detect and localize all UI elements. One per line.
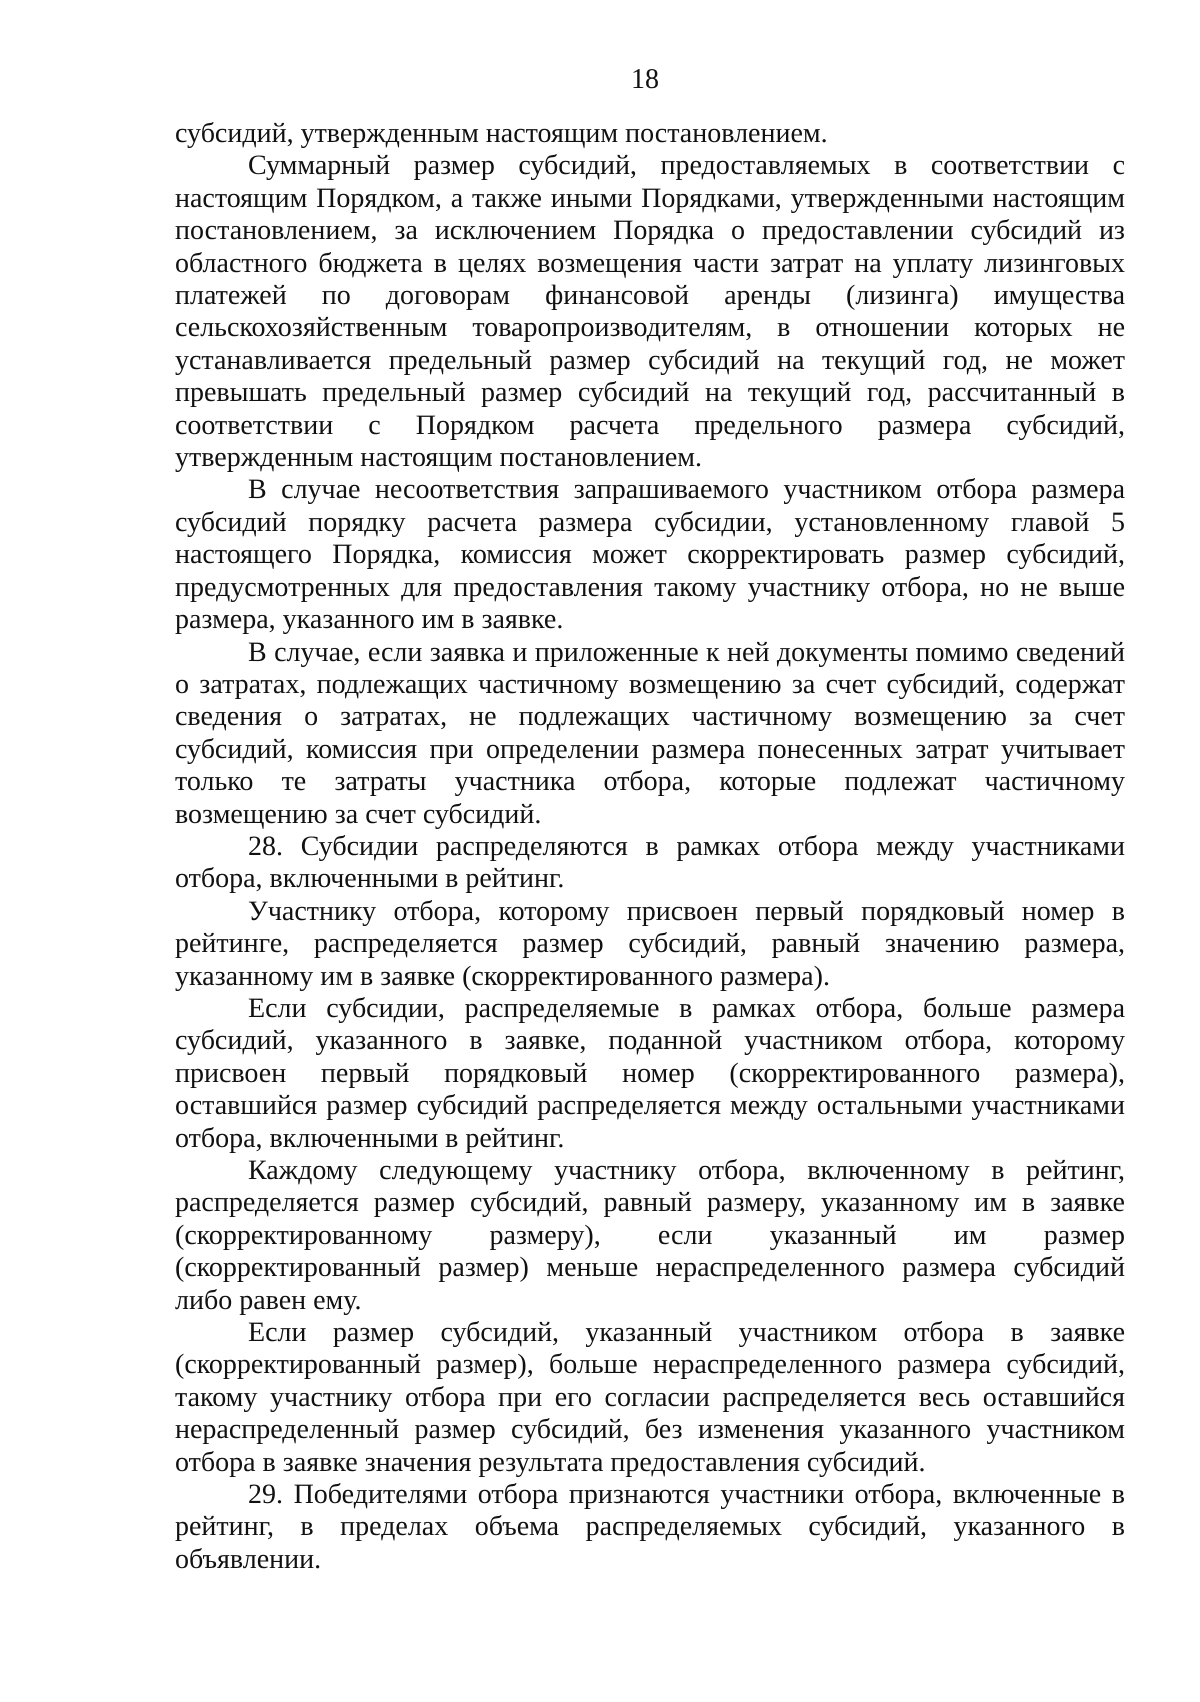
paragraph: В случае, если заявка и приложенные к ней документы помимо сведений о затратах, подлежащих частичному возмещению за счет субсидий, содержат сведения о затратах, не подлежащих частичному возмещению за счет субсидий, комиссия при определении размера понесенных затрат учитывает только те затраты участника отбора, которые подлежат частичному возмещению за счет субсидий. [175,636,1125,830]
paragraph: Каждому следующему участнику отбора, включенному в рейтинг, распределяется размер субсидий, равный размеру, указанному им в заявке (скорректированному размеру), если указанный им размер (скорректированный размер) меньше нераспределенного размера субсидий либо равен ему. [175,1155,1125,1316]
paragraph: В случае несоответствия запрашиваемого участником отбора размера субсидий порядку расчета размера субсидии, установленному главой 5 настоящего Порядка, комиссия может скорректировать размер субсидий, предусмотренных для предоставления такому участнику отбора, но не выше размера, указанного им в заявке. [175,474,1125,636]
paragraph-clause-29: 29. Победителями отбора признаются участники отбора, включенные в рейтинг, в пределах объема распределяемых субсидий, указанного в объявлении. [175,1479,1125,1575]
document-body [175,118,1125,1576]
paragraph: Если субсидии, распределяемые в рамках отбора, больше размера субсидий, указанного в заявке, поданной участником отбора, которому присвоен первый порядковый номер (скорректированного размера), оставшийся размер субсидий распределяется между остальными участниками отбора, включенными в рейтинг. [175,992,1125,1154]
paragraph: Суммарный размер субсидий, предоставляемых в соответствии с настоящим Порядком, а также иными Порядками, утвержденными настоящим постановлением, за исключением Порядка о предоставлении субсидий из областного бюджета в целях возмещения части затрат на уплату лизинговых платежей по договорам финансовой аренды (лизинга) имущества сельскохозяйственным товаропроизводителям, в отношении которых не устанавливается предельный размер субсидий на текущий год, не может превышать предельный размер субсидий на текущий год, рассчитанный в соответствии с Порядком расчета предельного размера субсидий, утвержденным настоящим постановлением. [175,150,1125,474]
paragraph-continuation: субсидий, утвержденным настоящим постановлением. [175,118,828,149]
paragraph: Если размер субсидий, указанный участником отбора в заявке (скорректированный размер), больше нераспределенного размера субсидий, такому участнику отбора при его согласии распределяется весь оставшийся нераспределенный размер субсидий, без изменения указанного участником отбора в заявке значения результата предоставления субсидий. [175,1317,1125,1478]
paragraph-clause-28: 28. Субсидии распределяются в рамках отбора между участниками отбора, включенными в рейтинг. [175,830,1125,895]
page-number: 18 [631,64,659,95]
paragraph: Участнику отбора, которому присвоен первый порядковый номер в рейтинге, распределяется размер субсидий, равный значению размера, указанному им в заявке (скорректированного размера). [175,895,1125,992]
